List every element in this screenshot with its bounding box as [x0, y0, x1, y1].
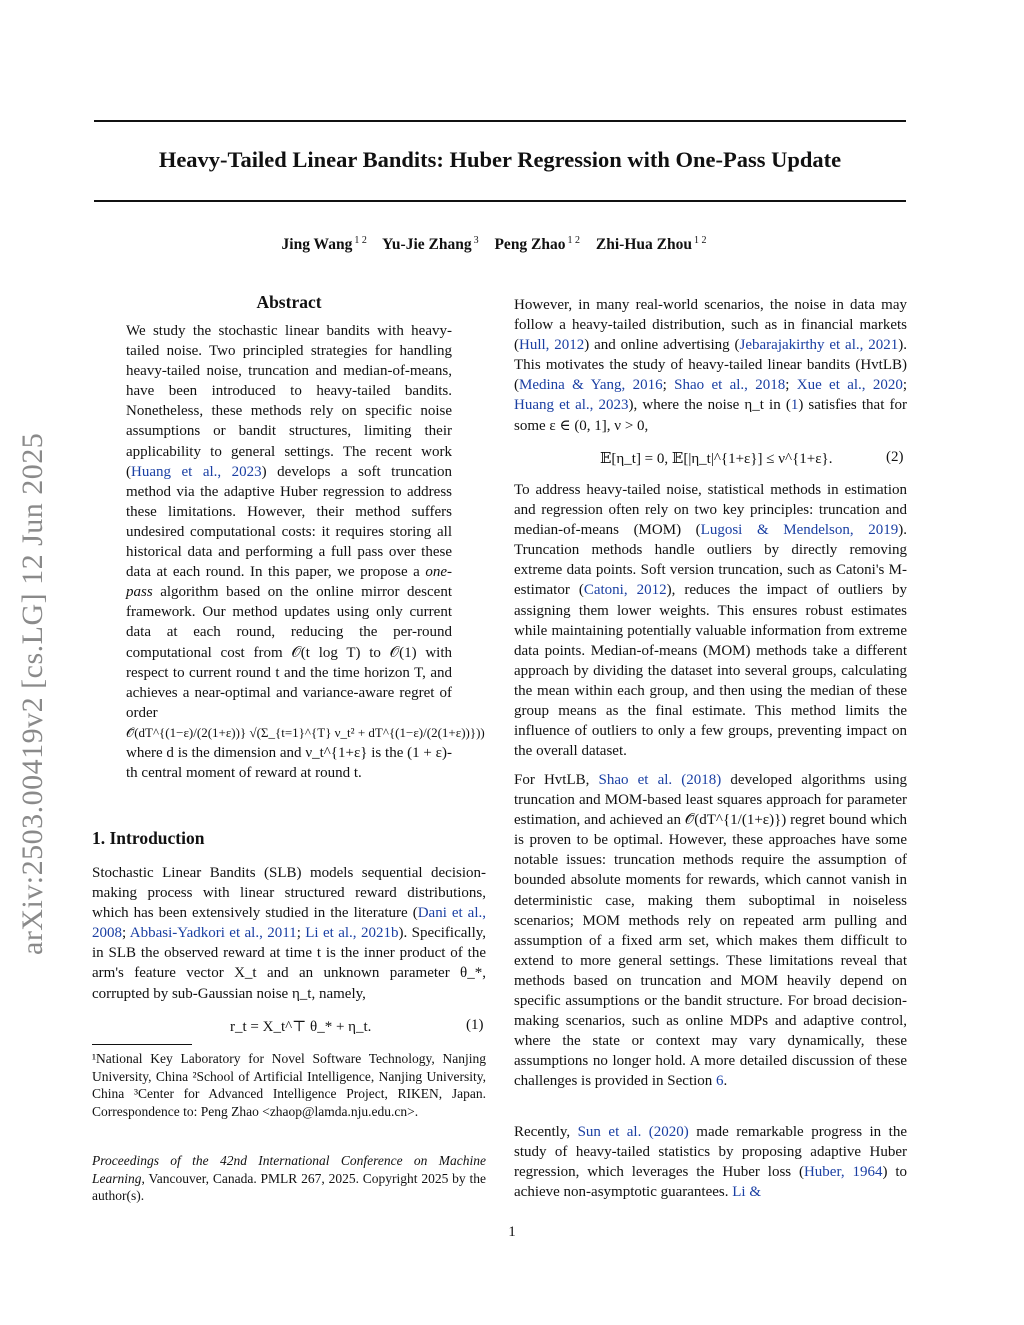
body-text: .: [723, 1073, 728, 1090]
abstract-body: [126, 321, 485, 783]
author-affiliation: 1 2: [693, 235, 707, 246]
body-text: However, in many real-world scenarios, the noise in data may follow a heavy-tailed distribution, such as in financial markets (: [514, 297, 907, 354]
body-text: ). This motivates the study of heavy-tailed linear bandits (HvtLB) (: [514, 337, 907, 394]
abstract-text: algorithm based on the online mirror descent framework. Our method updates using only current data at each round, reducing the per-round computational cost from 𝒪(t log T) to 𝒪(1) with respect to current round t and the time horizon T, and achieves a near-optimal and variance-aware regret of order: [126, 584, 452, 721]
proceedings-venue: Proceedings of the 42nd International Conference on Machine Learning: [92, 1153, 486, 1186]
author-name: Yu-Jie Zhang: [382, 236, 472, 254]
footnote-rule: [92, 1044, 192, 1045]
author-affiliation: 1 2: [354, 235, 367, 246]
regret-formula: 𝒪̃(dT^{(1−ε)/(2(1+ε))} √(Σ_{t=1}^{T} ν_t² + dT^{(1−ε)/(2(1+ε))})): [126, 724, 485, 740]
citation-link[interactable]: Li &: [732, 1184, 761, 1201]
equation-number: (2): [886, 449, 904, 465]
right-column-paragraph-4: [514, 1122, 907, 1202]
author-name: Zhi-Hua Zhou: [595, 236, 692, 254]
section-reference-link[interactable]: 6: [716, 1073, 724, 1090]
title-rule: [94, 200, 906, 202]
intro-paragraph: [92, 863, 486, 1004]
citation-link[interactable]: Huang et al., 2023: [131, 463, 262, 480]
citation-link[interactable]: Lugosi & Mendelson, 2019: [700, 522, 899, 539]
citation-link[interactable]: Li et al., 2021b: [305, 925, 399, 942]
right-column-paragraph-1: However, in many real-world scenarios, the noise in data may follow a heavy-tailed distribution, such as in financial markets (Hull, 2012) and online advertising (Jebarajakirthy et al., 2021). This motivates the study of heavy-tailed linear bandits (HvtLB) (Medina & Yang, 2016; Shao et al., 2018; Xue et al., 2020; Huang et al., 2023), where the noise η_t in (1) satisfies that for some ε ∈ (0, 1], ν > 0,: [514, 297, 908, 434]
citation-link[interactable]: Catoni, 2012: [583, 582, 667, 599]
body-text: made remarkable progress in the study of heavy-tailed statistics by proposing adaptive Huber regression, which leverages the Huber loss (: [514, 1124, 907, 1181]
emphasis-text: one-pass: [126, 564, 452, 601]
body-text: To address heavy-tailed noise, statistical methods in estimation and regression often rely on two key principles: truncation and median-of-means (MOM) (: [514, 482, 907, 539]
right-column-paragraph-2: [514, 480, 907, 761]
equation-number: (1): [466, 1017, 484, 1033]
author-name: Peng Zhao: [494, 236, 566, 254]
citation-link[interactable]: Medina & Yang, 2016: [519, 377, 663, 394]
arxiv-stamp: [8, 305, 64, 955]
citation-link[interactable]: Abbasi-Yadkori et al., 2011: [129, 925, 297, 942]
body-text: ;: [122, 925, 130, 942]
body-text: ) satisfies that for some ε ∈ (0, 1], ν > 0,: [514, 397, 907, 434]
citation-link[interactable]: Xue et al., 2020: [796, 377, 903, 394]
author-affiliation: 3: [473, 235, 479, 246]
citation-link[interactable]: Shao et al. (2018): [598, 772, 722, 788]
body-text: ), where the noise η_t in (: [628, 397, 791, 414]
body-text: ) to achieve non-asymptotic guarantees.: [514, 1164, 907, 1201]
abstract-heading: Abstract: [256, 292, 322, 312]
equation-2: 𝔼[η_t] = 0, 𝔼[|η_t|^{1+ε}] ≤ ν^{1+ε}.: [600, 451, 833, 467]
citation-link[interactable]: Jebarajakirthy et al., 2021: [739, 337, 899, 354]
equation-1: r_t = X_t^⊤ θ_* + η_t.: [230, 1019, 372, 1035]
body-text: developed algorithms using truncation and MOM-based least squares approach for parameter estimation, and achieved an 𝒪̃(dT^{1/(1+ε)}) regret bound which is proven to be optimal. However, these approaches have some notable issues: truncation methods require the assumption of bounded absolute moments for rewards, which cannot vanish in deterministic case, making them suboptimal in noiseless scenarios; MOM methods rely on repeated arm pulling and assumption of a fixed arm set, which makes them difficult to extend to more general settings. These limitations reveal that methods based on truncation and MOM heavily depend on specific assumptions or the bandit structure. For broad decision-making scenarios, such as online MDPs and adaptive control, where the state or context may vary dynamically, these assumptions no longer hold. A more detailed discussion of these challenges is provided in Section: [514, 772, 907, 1090]
body-text: ) and online advertising (: [584, 337, 740, 354]
paper-title: Heavy-Tailed Linear Bandits: Huber Regression with One-Pass Update: [158, 147, 842, 172]
body-text: ). Truncation methods handle outliers by directly removing extreme data points. Soft version truncation, such as Catoni's M-estimator (: [514, 522, 907, 599]
citation-link[interactable]: Sun et al. (2020): [577, 1124, 689, 1140]
citation-link[interactable]: Hull, 2012: [519, 337, 585, 354]
citation-link[interactable]: Huang et al., 2023: [514, 397, 629, 414]
equation-reference-link[interactable]: 1: [790, 397, 799, 414]
body-text: ). Specifically, in SLB the observed reward at time t is the inner product of the arm's feature vector X_t and an unknown parameter θ_*, corrupted by sub-Gaussian noise η_t, namely,: [92, 925, 487, 1002]
arxiv-identifier: arXiv:2503.00419v2 [cs.LG] 12 Jun 2025: [16, 432, 49, 955]
body-text: For HvtLB,: [514, 772, 599, 788]
proceedings-footnote: [92, 1152, 486, 1205]
author-list: [94, 235, 906, 254]
abstract-text: where d is the dimension and ν_t^{1+ε} is the (1 + ε)-th central moment of reward at round t.: [126, 744, 452, 782]
abstract-text: We study the stochastic linear bandits with heavy-tailed noise. Two principled strategies for handling heavy-tailed noise, truncation and median-of-means, have been introduced to heavy-tailed bandits. Nonetheless, these methods rely on specific noise assumptions or bandit structures, limiting their applicability to general settings. The recent work (: [126, 323, 452, 480]
right-column-paragraph-3: [514, 770, 907, 1092]
proceedings-details: , Vancouver, Canada. PMLR 267, 2025. Copyright 2025 by the author(s).: [92, 1170, 486, 1203]
citation-link[interactable]: Huber, 1964: [803, 1164, 883, 1181]
top-rule: [94, 120, 906, 122]
affiliation-footnote: ¹National Key Laboratory for Novel Software Technology, Nanjing University, China ²School of Artificial Intelligence, Nanjing University, China ³Center for Advanced Intelligence Project, RIKEN, Japan. Correspondence to: Peng Zhao <zhaop@lamda.nju.edu.cn>.: [92, 1051, 486, 1119]
author-name: Jing Wang: [281, 236, 353, 254]
section-heading-introduction: 1. Introduction: [92, 828, 205, 848]
body-text: Recently,: [514, 1124, 578, 1140]
page-number: 1: [508, 1224, 516, 1240]
citation-link[interactable]: Dani et al., 2008: [92, 905, 487, 942]
body-text: ;: [296, 925, 306, 942]
body-text: ), reduces the impact of outliers by assigning them lower weights. This ensures robust estimates while maintaining potentially valuable information from extreme data points. Median-of-means (MOM) methods take a different approach by dividing the dataset into several groups, calculating the mean within each group, and then using the median of these group means as the final estimate. This method limits the influence of outliers to only a few groups, preventing impact on the overall dataset.: [514, 582, 907, 760]
citation-link[interactable]: Shao et al., 2018: [674, 377, 786, 394]
author-affiliation: 1 2: [567, 235, 581, 246]
body-text: Stochastic Linear Bandits (SLB) models sequential decision-making process with linear structured reward distributions, which has been extensively studied in the literature (: [92, 865, 486, 922]
abstract-text: ) develops a soft truncation method via the adaptive Huber regression to address these limitations. However, their method suffers undesired computational costs: it requires storing all historical data and performing a full pass over these data at each round. In this paper, we propose a: [126, 463, 452, 581]
